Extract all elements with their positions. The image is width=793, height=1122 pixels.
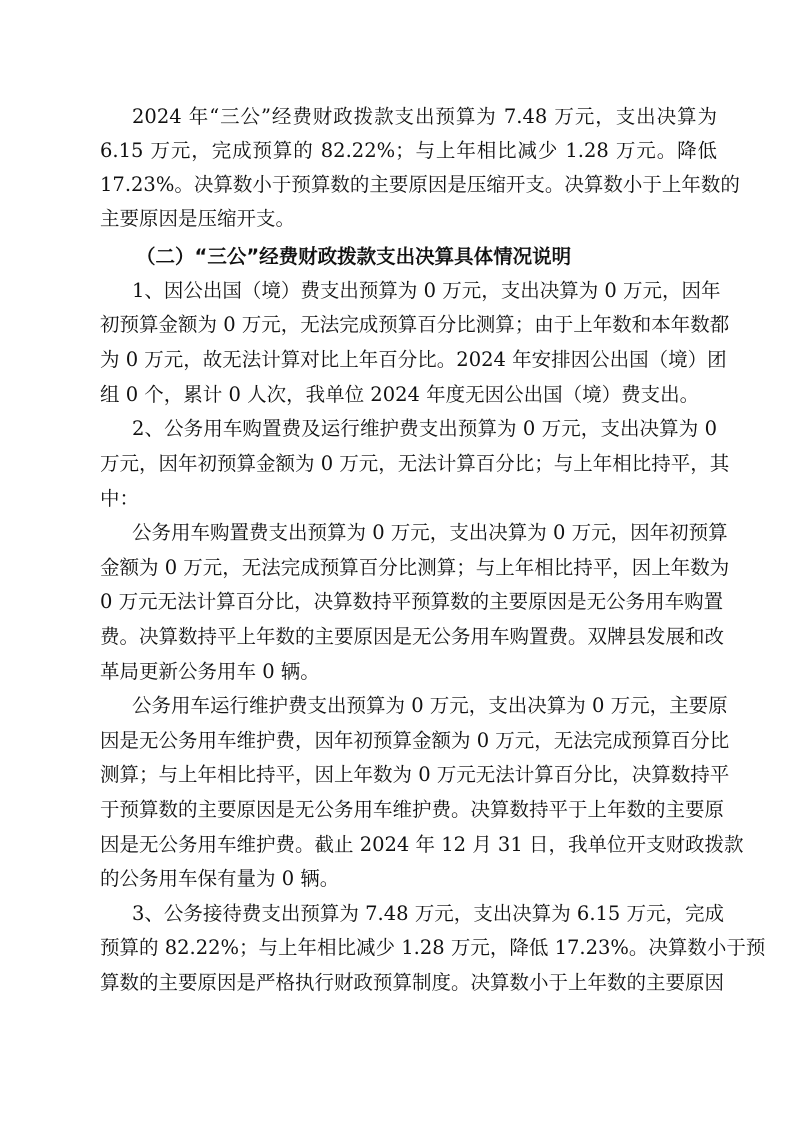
paragraph-line: 17.23%。决算数小于预算数的主要原因是压缩开支。决算数小于上年数的 xyxy=(100,173,740,196)
section-heading: （二）“三公”经费财政拨款支出决算具体情况说明 xyxy=(136,245,572,268)
paragraph-line: 为 0 万元，故无法计算对比上年百分比。2024 年安排因公出国（境）团 xyxy=(100,348,727,371)
paragraph-line: 6.15 万元，完成预算的 82.22%；与上年相比减少 1.28 万元。降低 xyxy=(100,139,717,162)
paragraph-line: 组 0 个，累计 0 人次，我单位 2024 年度无因公出国（境）费支出。 xyxy=(100,383,700,406)
paragraph-line: 测算；与上年相比持平，因上年数为 0 万元无法计算百分比，决算数持平 xyxy=(100,763,730,786)
paragraph-line: 2、公务用车购置费及运行维护费支出预算为 0 万元，支出决算为 0 xyxy=(132,417,717,440)
paragraph-line: 的公务用车保有量为 0 辆。 xyxy=(100,867,340,890)
paragraph-line: 因是无公务用车维护费，因年初预算金额为 0 万元，无法完成预算百分比 xyxy=(100,729,730,752)
paragraph-line: 费。决算数持平上年数的主要原因是无公务用车购置费。双牌县发展和改 xyxy=(100,625,725,648)
paragraph-line: 公务用车运行维护费支出预算为 0 万元，支出决算为 0 万元，主要原 xyxy=(132,694,728,717)
paragraph-line: 于预算数的主要原因是无公务用车维护费。决算数持平于上年数的主要原 xyxy=(100,798,725,821)
paragraph-line: 预算的 82.22%；与上年相比减少 1.28 万元，降低 17.23%。决算数小于预 xyxy=(100,936,766,959)
paragraph-line: 算数的主要原因是严格执行财政预算制度。决算数小于上年数的主要原因 xyxy=(100,971,725,994)
paragraph-line: 万元，因年初预算金额为 0 万元，无法计算百分比；与上年相比持平，其 xyxy=(100,452,730,475)
paragraph-line: 初预算金额为 0 万元，无法完成预算百分比测算；由于上年数和本年数都 xyxy=(100,313,730,336)
paragraph-line: 革局更新公务用车 0 辆。 xyxy=(100,660,320,683)
paragraph-line: 中： xyxy=(100,487,140,510)
paragraph-line: 因是无公务用车维护费。截止 2024 年 12 月 31 日，我单位开支财政拨款 xyxy=(100,833,744,856)
paragraph-line: 0 万元无法计算百分比，决算数持平预算数的主要原因是无公务用车购置 xyxy=(100,590,724,613)
paragraph-line: 2024 年“三公”经费财政拨款支出预算为 7.48 万元，支出决算为 xyxy=(132,105,717,128)
paragraph-line: 主要原因是压缩开支。 xyxy=(100,207,296,230)
paragraph-line: 1、因公出国（境）费支出预算为 0 万元，支出决算为 0 万元，因年 xyxy=(132,279,721,302)
paragraph-line: 公务用车购置费支出预算为 0 万元，支出决算为 0 万元，因年初预算 xyxy=(132,521,728,544)
paragraph-line: 金额为 0 万元，无法完成预算百分比测算；与上年相比持平，因上年数为 xyxy=(100,556,730,579)
paragraph-line: 3、公务接待费支出预算为 7.48 万元，支出决算为 6.15 万元，完成 xyxy=(132,902,725,925)
